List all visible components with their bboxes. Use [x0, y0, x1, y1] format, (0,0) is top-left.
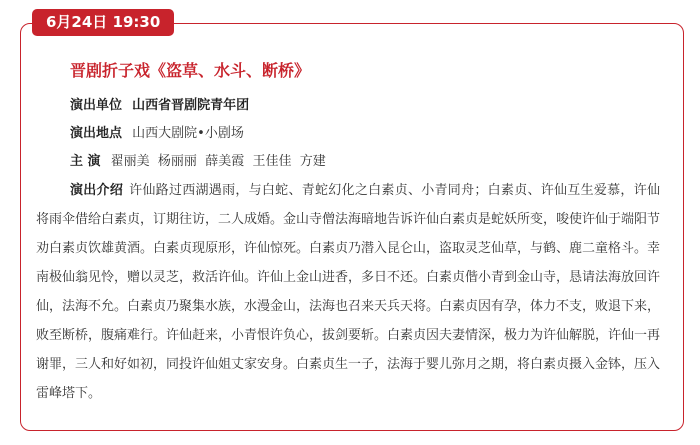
intro-label: 演出介绍 — [70, 183, 124, 198]
unit-value: 山西省晋剧院青年团 — [132, 98, 250, 113]
cast-label: 主 演 — [70, 154, 101, 169]
date-time-badge: 6月24日 19:30 — [32, 9, 174, 36]
performance-details — [36, 60, 660, 408]
cast-row — [70, 148, 660, 176]
performance-title: 晋剧折子戏《盗草、水斗、断桥》 — [70, 61, 311, 80]
unit-row — [70, 92, 660, 120]
venue-row — [70, 120, 660, 148]
unit-label: 演出单位 — [70, 98, 123, 113]
venue-label: 演出地点 — [70, 126, 123, 141]
cast-value: 翟丽美 杨丽丽 薛美霞 王佳佳 方建 — [110, 154, 326, 169]
intro-text: 许仙路过西湖遇雨，与白蛇、青蛇幻化之白素贞、小青同舟；白素贞、许仙互生爱慕，许仙将雨伞借给白素贞，订期往访，二人成婚。金山寺僧法海暗地告诉许仙白素贞是蛇妖所变，唆使许仙于端阳节劝白素贞饮雄黄酒。白素贞现原形，许仙惊死。白素贞乃潜入昆仑山，盗取灵芝仙草，与鹤、鹿二童格斗。幸南极仙翁见怜，赠以灵芝，救活许仙。许仙上金山进香，多日不还。白素贞偕小青到金山寺，恳请法海放回许仙，法海不允。白素贞乃聚集水族，水漫金山，法海也召来天兵天将。白素贞因有孕，体力不支，败退下来，败至断桥，腹痛难行。许仙赶来，小青恨许负心，拔剑要斩。白素贞因夫妻情深，极力为许仙解脱，许仙一再谢罪，三人和好如初，同投许仙姐丈家安身。白素贞生一子，法海于婴儿弥月之期，将白素贞摄入金钵，压入雷峰塔下。 — [36, 183, 661, 401]
intro-paragraph — [36, 176, 660, 408]
venue-value: 山西大剧院•小剧场 — [132, 126, 244, 141]
